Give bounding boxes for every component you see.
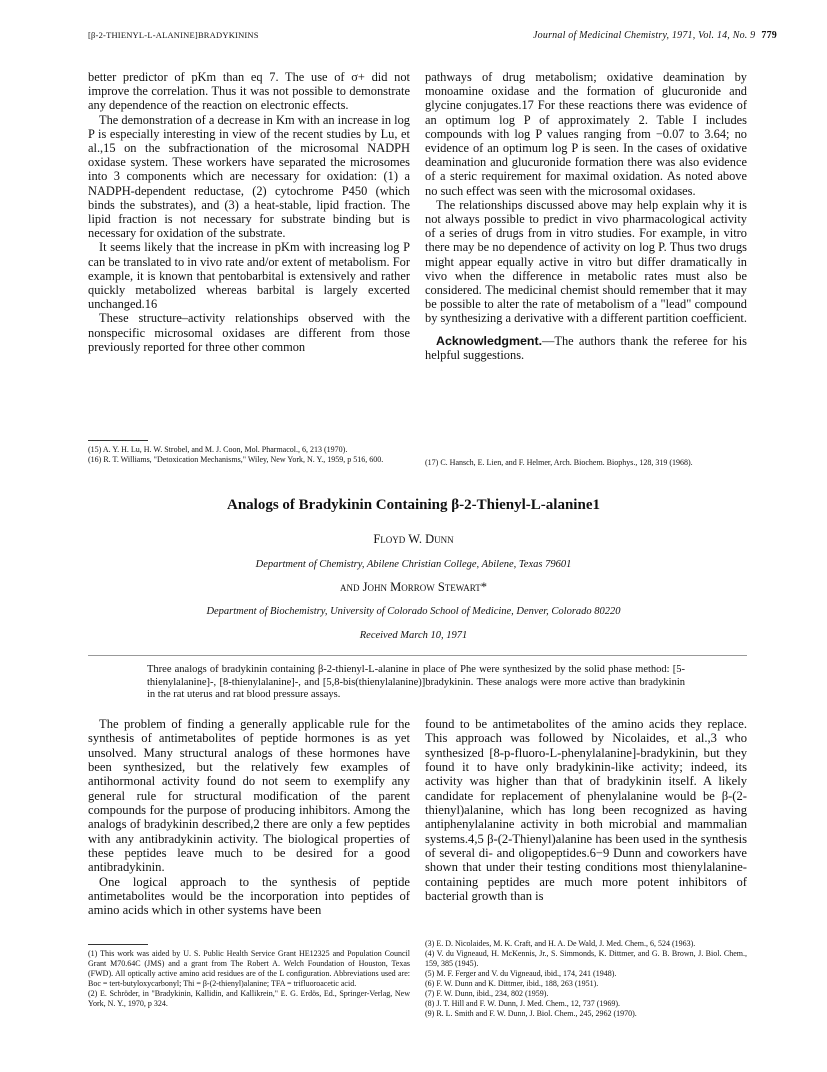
paragraph: The demonstration of a decrease in Km with an increase in log P is especially interesting in view of the recent studies by Lu, et al.,15 on the subfractionation of the microsomal NADPH oxidase system. These workers have separated the microsomes into 3 components which are necessary for oxidation: (1) a NADPH-dependent reductase, (2) cytochrome P450 (which binds the substrates), and (3) a heat-stable, lipid fraction. The lipid fraction is not necessary for substrate binding but is necessary for oxidation of the substrate.	[88, 112, 410, 241]
author-1: Floyd W. Dunn	[373, 532, 454, 546]
top-right-column	[425, 70, 747, 362]
footnote: (3) E. D. Nicolaides, M. K. Craft, and H. A. De Wald, J. Med. Chem., 6, 524 (1963).	[425, 939, 696, 948]
paragraph: The relationships discussed above may help explain why it is not always possible to predict in vivo pharmacological activity of a series of drugs from in vitro studies. For example, in vitro there may be no dependence of activity on log P. Thus two drugs might appear equally active in vitro but differ dramatically in vivo when the difference in metabolic rates must also be considered. The medicinal chemist should remember that it may be possible to alter the rate of metabolism of a "lead" compound by synthesizing a derivative with a different partition coefficient.	[425, 197, 747, 326]
paragraph: pathways of drug metabolism; oxidative deamination by monoamine oxidase and the formation of glucuronide and glycine conjugates.17 For these reactions there was evidence of an optimum log P of approximately 2. Table I includes compounds with log P values ranging from −0.07 to 3.64; no evidence of an optimum log P is seen. In the cases of oxidative deamination and glucuronide formation there was also evidence of a steric requirement for maximal oxidation. As noted above no such effect was seen with the microsomal oxidases.	[425, 70, 747, 198]
article-title: Analogs of Bradykinin Containing β-2-Thienyl-L-alanine1	[227, 497, 600, 513]
paragraph: better predictor of pKm than eq 7. The use of σ+ did not improve the correlation. Thus it was not possible to demonstrate any dependence of the reaction on electronic effects.	[88, 70, 410, 113]
affiliation-1: Department of Chemistry, Abilene Christian College, Abilene, Texas 79601	[255, 559, 572, 570]
acknowledgment-text: —The authors thank the referee for his helpful suggestions.	[425, 333, 747, 362]
bottom-left-column	[88, 717, 410, 918]
running-header-left: [β-2-THIENYL-L-ALANINE]BRADYKININS	[88, 30, 259, 40]
footnote: (4) V. du Vigneaud, H. McKennis, Jr., S. Simmonds, K. Dittmer, and G. B. Brown, J. Biol. Chem., 159, 385 (1945).	[425, 949, 747, 968]
footnote: (6) F. W. Dunn and K. Dittmer, ibid., 188, 263 (1951).	[425, 979, 599, 988]
bottom-footnotes-right	[425, 939, 747, 1019]
footnote: (15) A. Y. H. Lu, H. W. Strobel, and M. J. Coon, Mol. Pharmacol., 6, 213 (1970).	[88, 445, 348, 454]
footnote: (5) M. F. Ferger and V. du Vigneaud, ibid., 174, 241 (1948).	[425, 969, 617, 978]
paragraph: It seems likely that the increase in pKm with increasing log P can be translated to in vivo rate and/or extent of metabolism. For example, it is known that pentobarbital is extensively and rather quickly metabolized whereas barbital is largely excerted unchanged.16	[88, 240, 410, 312]
affiliation-2: Department of Biochemistry, University of Colorado School of Medicine, Denver, Colorado 80220	[206, 606, 621, 617]
footnote-rule	[88, 944, 148, 945]
paragraph: One logical approach to the synthesis of peptide antimetabolites would be the incorporation into peptides of amino acids which in other systems have been	[88, 874, 410, 918]
acknowledgment-heading: Acknowledgment.	[436, 333, 543, 348]
abstract: Three analogs of bradykinin containing β-2-thienyl-L-alanine in place of Phe were synthesized by the solid phase method: [5-thienylalanine]-, [8-thienylalanine]-, and [5,8-bis(thienylalanine)]bradykinin. These analogs were more active than bradykinin in the rat uterus and rat blood pressure assays.	[147, 664, 685, 701]
running-header-right	[533, 30, 777, 41]
acknowledgment	[425, 334, 747, 362]
abstract-divider	[88, 655, 747, 656]
top-left-column	[88, 70, 410, 354]
footnote: (16) R. T. Williams, "Detoxication Mechanisms," Wiley, New York, N. Y., 1959, p 516, 600.	[88, 455, 384, 464]
top-footnotes-left	[88, 445, 410, 465]
author-2: and John Morrow Stewart*	[339, 580, 487, 594]
top-footnotes-right	[425, 458, 747, 468]
footnote: (8) J. T. Hill and F. W. Dunn, J. Med. Chem., 12, 737 (1969).	[425, 999, 621, 1008]
footnote: (17) C. Hansch, E. Lien, and F. Helmer, Arch. Biochem. Biophys., 128, 319 (1968).	[425, 458, 693, 467]
paragraph: These structure–activity relationships observed with the nonspecific microsomal oxidases are different from those previously reported for three other common	[88, 311, 410, 354]
footnote-rule	[88, 440, 148, 441]
journal-citation: Journal of Medicinal Chemistry, 1971, Vol. 14, No. 9	[533, 30, 756, 41]
footnote: (7) F. W. Dunn, ibid., 234, 802 (1959).	[425, 989, 549, 998]
bottom-right-column	[425, 717, 747, 903]
received-date: Received March 10, 1971	[359, 630, 468, 641]
paragraph: found to be antimetabolites of the amino acids they replace. This approach was followed by Nicolaides, et al.,3 who synthesized [8-p-fluoro-L-phenylalanine]-bradykinin, but they found it to have only bradykinin-like activity; indeed, its activity was higher than that of bradykinin itself. A likely candidate for replacement of phenylalanine would be β-(2-thienyl)alanine, which has long been recognized as having antiphenylalanine activity in both microbial and mammalian systems.4,5 β-(2-Thienyl)alanine has been used in the synthesis of several di- and oligopeptides.6−9 Dunn and coworkers have shown that under their testing conditions most thienylalanine-containing peptides are much more potent inhibitors of bacterial growth than is	[425, 717, 747, 904]
page-number: 779	[761, 30, 777, 41]
footnote: (9) R. L. Smith and F. W. Dunn, J. Biol. Chem., 245, 2962 (1970).	[425, 1009, 637, 1018]
bottom-footnotes-left	[88, 949, 410, 1009]
footnote: (2) E. Schröder, in "Bradykinin, Kallidin, and Kallikrein," E. G. Erdös, Ed., Springer-Verlag, New York, N. Y., 1970, p 324.	[88, 989, 410, 1008]
paragraph: The problem of finding a generally applicable rule for the synthesis of antimetabolites of peptide hormones is as yet unsolved. Many structural analogs of these hormones have been synthesized, but the relatively few examples of antihormonal activity found do not seem to exemplify any general rule for structural modification of the parent compounds for the purpose of producing inhibitors. Among the analogs of bradykinin described,2 there are only a few peptides with any antibradykinin activity. The biological properties of these peptides leave much to be desired for a good antibradykinin.	[88, 717, 410, 875]
footnote: (1) This work was aided by U. S. Public Health Service Grant HE12325 and Population Council Grant M70.64C (JMS) and a grant from The Robert A. Welch Foundation of Houston, Texas (FWD). All optically active amino acid residues are of the L configuration. Abbreviations used are: Boc = tert-butyloxycarbonyl; Thi = β-(2-thienyl)alanine; TFA = trifluoroacetic acid.	[88, 949, 410, 988]
